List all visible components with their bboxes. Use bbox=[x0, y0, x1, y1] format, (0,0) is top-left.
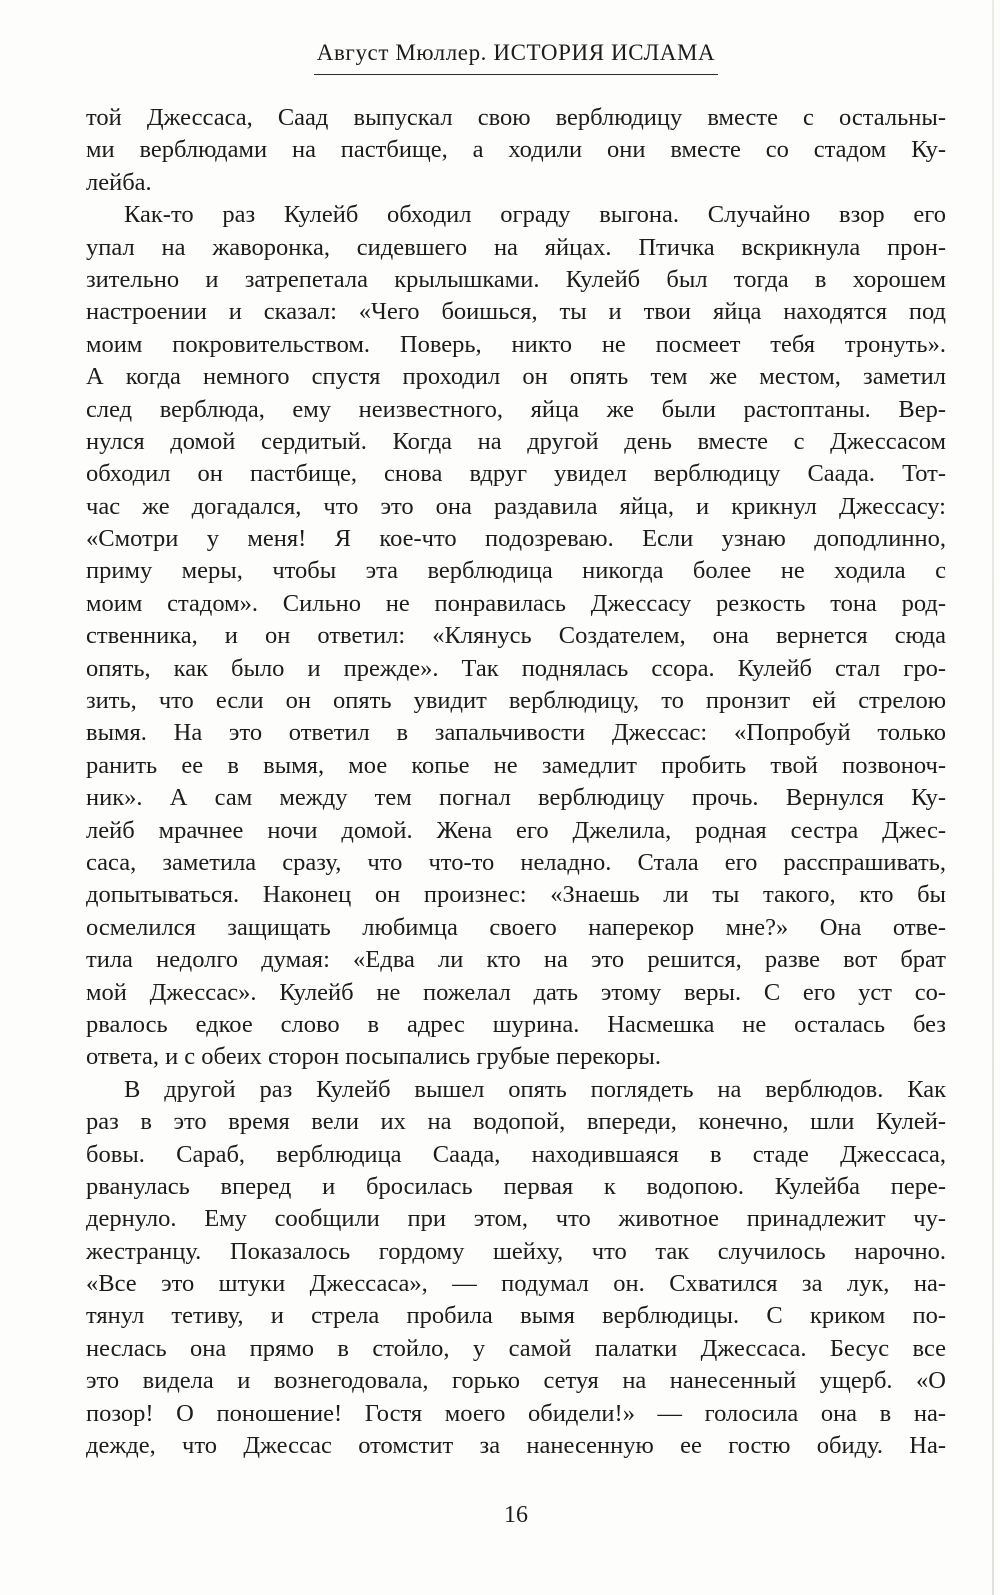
text-line: дернуло. Ему сообщили при этом, что животное принадлежит чу- bbox=[86, 1205, 946, 1233]
text-line: опять, как было и прежде». Так поднялась ссора. Кулейб стал гро- bbox=[86, 654, 946, 682]
running-header bbox=[86, 40, 946, 75]
text-line: моим стадом». Сильно не понравилась Джессасу резкость тона род- bbox=[86, 589, 946, 617]
page-number: 16 bbox=[504, 1502, 528, 1528]
text-line: «Все это штуки Джессаса», — подумал он. Схватился за лук, на- bbox=[86, 1270, 946, 1298]
text-line: обходил он пастбище, снова вдруг увидел верблюдицу Саада. Тот- bbox=[86, 460, 946, 488]
text-line: позор! О поношение! Гостя моего обидели!» — голосила она в на- bbox=[86, 1399, 946, 1427]
text-line: зительно и затрепетала крылышками. Кулейб был тогда в хорошем bbox=[86, 265, 946, 293]
text-line: упал на жаворонка, сидевшего на яйцах. Птичка вскрикнула прон- bbox=[86, 233, 946, 261]
text-line: тила недолго думая: «Едва ли кто на это решится, разве вот брат bbox=[86, 946, 946, 974]
text-line: след верблюда, ему неизвестного, яйца же были растоптаны. Вер- bbox=[86, 395, 946, 423]
text-line: моим покровительством. Поверь, никто не посмеет тебя тронуть». bbox=[86, 330, 946, 358]
text-line: вымя. На это ответил в запальчивости Джессас: «Попробуй только bbox=[86, 719, 946, 747]
text-line: мой Джессас». Кулейб не пожелал дать этому веры. С его уст со- bbox=[86, 978, 946, 1006]
text-line: нулся домой сердитый. Когда на другой день вместе с Джессасом bbox=[86, 427, 946, 455]
text-line: ми верблюдами на пастбище, а ходили они вместе со стадом Ку- bbox=[86, 136, 946, 164]
text-line: ранить ее в вымя, мое копье не замедлит пробить твой позвоноч- bbox=[86, 751, 946, 779]
text-line: лейба. bbox=[86, 168, 152, 196]
text-line: рванулась вперед и бросилась первая к водопою. Кулейба пере- bbox=[86, 1172, 946, 1200]
text-line: зить, что если он опять увидит верблюдицу, то пронзит ей стрелою bbox=[86, 687, 946, 715]
text-line: А когда немного спустя проходил он опять тем же местом, заметил bbox=[86, 363, 946, 391]
text-line: час же догадался, что это она раздавила яйца, и крикнул Джессасу: bbox=[86, 492, 946, 520]
text-line: той Джессаса, Саад выпускал свою верблюдицу вместе с остальны- bbox=[86, 104, 946, 131]
text-line: В другой раз Кулейб вышел опять поглядеть на верблюдов. Как bbox=[124, 1075, 946, 1103]
text-line: допытываться. Наконец он произнес: «Знаешь ли ты такого, кто бы bbox=[86, 881, 946, 909]
text-line: рвалось едкое слово в адрес шурина. Насмешка не осталась без bbox=[86, 1010, 946, 1038]
text-line: бовы. Сараб, верблюдица Саада, находившаяся в стаде Джессаса, bbox=[86, 1140, 946, 1168]
text-line: настроении и сказал: «Чего боишься, ты и твои яйца находятся под bbox=[86, 298, 946, 326]
text-line: лейб мрачнее ночи домой. Жена его Джелила, родная сестра Джес- bbox=[86, 816, 946, 844]
running-header-text: Август Мюллер. ИСТОРИЯ ИСЛАМА bbox=[314, 40, 718, 75]
text-line: ник». А сам между тем погнал верблюдицу прочь. Вернулся Ку- bbox=[86, 784, 946, 812]
text-line: раз в это время вели их на водопой, впереди, конечно, шли Кулей- bbox=[86, 1108, 946, 1136]
text-line: Как-то раз Кулейб обходил ограду выгона. Случайно взор его bbox=[124, 201, 946, 229]
text-line: саса, заметила сразу, что что-то неладно. Стала его расспрашивать, bbox=[86, 848, 946, 876]
text-line: это видела и вознегодовала, горько сетуя на нанесенный ущерб. «О bbox=[86, 1367, 946, 1395]
text-line: ственника, и он ответил: «Клянусь Создателем, она вернется сюда bbox=[86, 622, 946, 650]
page-edge-shading bbox=[992, 0, 994, 1595]
text-block bbox=[86, 102, 946, 1462]
text-line: дежде, что Джессас отомстит за нанесенную ее гостю обиду. На- bbox=[86, 1432, 946, 1460]
text-line: жестранцу. Показалось гордому шейху, что так случилось нарочно. bbox=[86, 1237, 946, 1265]
text-line: осмелился защищать любимца своего наперекор мне?» Она отве- bbox=[86, 913, 946, 941]
text-line: приму меры, чтобы эта верблюдица никогда более не ходила с bbox=[86, 557, 946, 585]
text-line: неслась она прямо в стойло, у самой палатки Джессаса. Бесус все bbox=[86, 1334, 946, 1362]
text-line: тянул тетиву, и стрела пробила вымя верблюдицы. С криком по- bbox=[86, 1302, 946, 1330]
text-line: ответа, и с обеих сторон посыпались грубые перекоры. bbox=[86, 1043, 661, 1071]
text-line: «Смотри у меня! Я кое-что подозреваю. Если узнаю доподлинно, bbox=[86, 525, 946, 553]
